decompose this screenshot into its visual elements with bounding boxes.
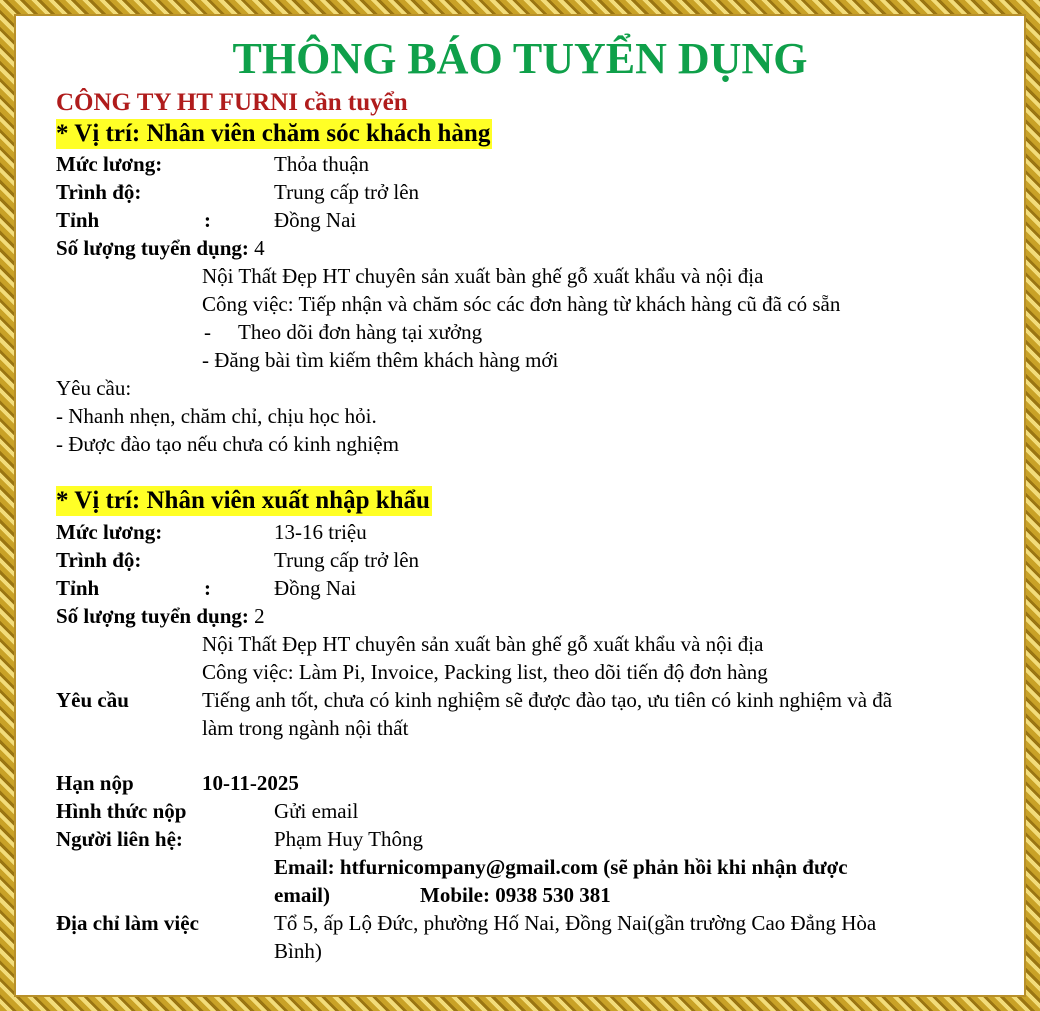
- job2-req-line: Tiếng anh tốt, chưa có kinh nghiệm sẽ được đào tạo, ưu tiên có kinh nghiệm và đã: [202, 688, 893, 712]
- job1-quantity: [56, 235, 265, 262]
- job1-req-line: - Được đào tạo nếu chưa có kinh nghiệm: [56, 432, 399, 456]
- job1-qty-label: Số lượng tuyển dụng:: [56, 236, 249, 260]
- job1-desc-line: Nội Thất Đẹp HT chuyên sản xuất bàn ghế gỗ xuất khẩu và nội địa: [202, 264, 764, 288]
- job1-heading: * Vị trí: Nhân viên chăm sóc khách hàng: [56, 120, 491, 147]
- contact-email-cont: email): [274, 883, 330, 907]
- company-line: CÔNG TY HT FURNI cần tuyển: [56, 89, 408, 116]
- job2-desc-line: Công việc: Làm Pi, Invoice, Packing list, theo dõi tiến độ đơn hàng: [202, 660, 768, 684]
- job2-level-label: Trình độ:: [56, 548, 142, 572]
- job2-quantity: [56, 603, 265, 630]
- job1-desc-line: Theo dõi đơn hàng tại xưởng: [238, 320, 483, 344]
- job2-province-label: Tỉnh: [56, 576, 100, 600]
- job2-province-colon: :: [204, 576, 211, 600]
- job1-salary-label: Mức lương:: [56, 152, 163, 176]
- job1-desc-line: - Đăng bài tìm kiếm thêm khách hàng mới: [202, 348, 559, 372]
- job2-province-value: Đồng Nai: [274, 576, 357, 600]
- job1-province-colon: :: [204, 208, 211, 232]
- page-title: THÔNG BÁO TUYỂN DỤNG: [232, 34, 808, 83]
- method-label: Hình thức nộp: [56, 799, 187, 823]
- contact-value: Phạm Huy Thông: [274, 827, 423, 851]
- job1-req-line: - Nhanh nhẹn, chăm chỉ, chịu học hỏi.: [56, 404, 377, 428]
- contact-email: Email: htfurnicompany@gmail.com (sẽ phản hồi khi nhận được: [274, 855, 848, 879]
- address-line: Bình): [274, 939, 322, 963]
- job2-desc-line: Nội Thất Đẹp HT chuyên sản xuất bàn ghế gỗ xuất khẩu và nội địa: [202, 632, 764, 656]
- job2-salary-value: 13-16 triệu: [274, 520, 367, 544]
- job2-salary-label: Mức lương:: [56, 520, 163, 544]
- job2-req-label: Yêu cầu: [56, 688, 129, 712]
- contact-mobile: Mobile: 0938 530 381: [420, 883, 611, 907]
- address-label: Địa chỉ làm việc: [56, 911, 199, 935]
- method-value: Gửi email: [274, 799, 359, 823]
- contact-label: Người liên hệ:: [56, 827, 183, 851]
- job1-province-value: Đồng Nai: [274, 208, 357, 232]
- job1-level-value: Trung cấp trở lên: [274, 180, 420, 204]
- job2-level-value: Trung cấp trở lên: [274, 548, 420, 572]
- job2-qty-value: 2: [254, 604, 265, 628]
- job1-req-label: Yêu cầu:: [56, 376, 132, 400]
- deadline-value: 10-11-2025: [202, 771, 299, 795]
- address-line: Tổ 5, ấp Lộ Đức, phường Hố Nai, Đồng Nai(gần trường Cao Đẳng Hòa: [274, 911, 877, 935]
- job1-desc-line: Công việc: Tiếp nhận và chăm sóc các đơn hàng từ khách hàng cũ đã có sẵn: [202, 292, 841, 316]
- job1-salary-value: Thỏa thuận: [274, 152, 370, 176]
- job1-qty-value: 4: [254, 236, 265, 260]
- job1-level-label: Trình độ:: [56, 180, 142, 204]
- deadline-label: Hạn nộp: [56, 771, 134, 795]
- job2-req-line: làm trong ngành nội thất: [202, 716, 409, 740]
- job2-heading: * Vị trí: Nhân viên xuất nhập khẩu: [56, 487, 430, 514]
- job1-desc-dash: -: [204, 320, 211, 344]
- job1-province-label: Tỉnh: [56, 208, 100, 232]
- job2-qty-label: Số lượng tuyển dụng:: [56, 604, 249, 628]
